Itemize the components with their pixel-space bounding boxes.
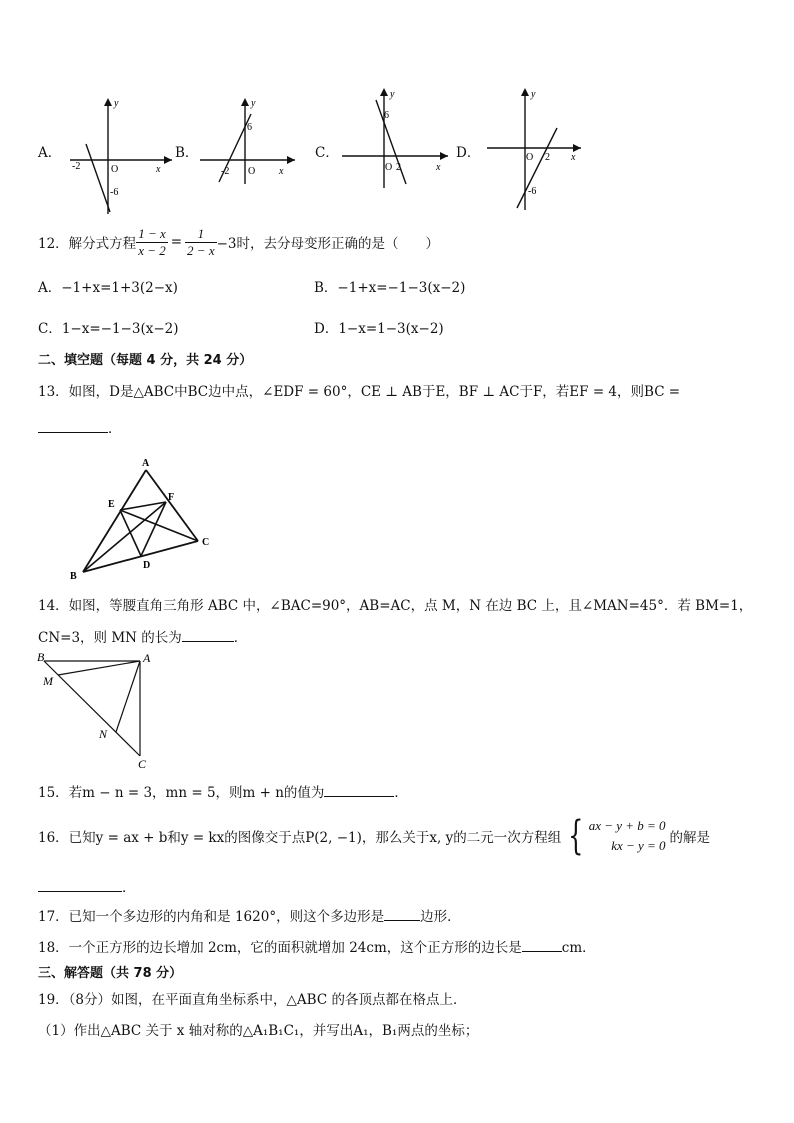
graph-option-d bbox=[485, 84, 585, 212]
fraction-2 bbox=[185, 226, 217, 259]
tick-label: -2 bbox=[72, 161, 81, 172]
question-13-answer-line bbox=[38, 417, 122, 437]
q17-text: 17．已知一个多边形的内角和是 1620°，则这个多边形是 bbox=[38, 909, 385, 925]
q12-suffix: −3时，去分母变形正确的是（ ） bbox=[216, 236, 439, 252]
answer-blank bbox=[38, 420, 108, 433]
origin-label: O bbox=[248, 166, 256, 177]
y-axis-label: y bbox=[531, 89, 536, 100]
left-brace: { bbox=[568, 813, 584, 859]
tick-label: -6 bbox=[528, 186, 537, 197]
equation-2: kx − y = 0 bbox=[611, 838, 666, 853]
fraction-2-denominator: 2 − x bbox=[187, 242, 215, 258]
tick-label: -6 bbox=[110, 187, 119, 198]
x-axis-label: x bbox=[279, 166, 284, 177]
vertex-label: B bbox=[70, 571, 77, 582]
question-16-answer-line bbox=[38, 876, 136, 896]
q15-text: 15．若m − n = 3，mn = 5，则m + n的值为 bbox=[38, 785, 325, 801]
equation-1: ax − y + b = 0 bbox=[588, 818, 666, 833]
graph-option-a bbox=[60, 92, 180, 217]
q14-end: ． bbox=[233, 630, 248, 646]
q13-figure bbox=[60, 452, 230, 584]
vertex-label: E bbox=[108, 499, 115, 510]
q17-end: 边形． bbox=[420, 909, 461, 925]
fraction-2-numerator: 1 bbox=[185, 226, 217, 243]
origin-label: O bbox=[111, 164, 119, 175]
vertex-label: A bbox=[143, 651, 151, 665]
x-axis-label: x bbox=[156, 164, 161, 175]
graph-option-c bbox=[340, 84, 455, 189]
q12-option-c: C．1−x=−1−3(x−2) bbox=[38, 321, 179, 337]
q12-option-d: D．1−x=1−3(x−2) bbox=[314, 321, 444, 337]
y-axis-label: y bbox=[114, 98, 119, 109]
option-b-label: B． bbox=[175, 145, 199, 161]
q15-end: ． bbox=[394, 785, 408, 801]
vertex-label: N bbox=[99, 727, 108, 741]
origin-label: O bbox=[385, 162, 393, 173]
question-15 bbox=[38, 781, 408, 801]
tick-label: 6 bbox=[247, 122, 252, 133]
y-axis-label: y bbox=[251, 98, 256, 109]
q12-prefix: 12．解分式方程 bbox=[38, 236, 137, 252]
answer-blank bbox=[38, 879, 122, 892]
x-axis-label: x bbox=[436, 162, 441, 173]
q18-text: 18．一个正方形的边长增加 2cm，它的面积就增加 24cm，这个正方形的边长是 bbox=[38, 940, 522, 956]
graph-option-b bbox=[195, 92, 300, 187]
vertex-label: B bbox=[37, 650, 45, 664]
answer-blank bbox=[324, 784, 394, 797]
vertex-label: F bbox=[168, 492, 175, 503]
vertex-label: C bbox=[202, 537, 210, 548]
answer-blank bbox=[182, 629, 234, 642]
equation-system bbox=[563, 813, 666, 859]
q16-end: ． bbox=[122, 880, 136, 896]
tick-label: -2 bbox=[221, 166, 230, 177]
q14-figure bbox=[34, 648, 164, 773]
vertex-label: M bbox=[43, 674, 53, 688]
option-c-label: C． bbox=[315, 145, 339, 161]
section-3-heading: 三、解答题（共 78 分） bbox=[38, 966, 183, 981]
vertex-label: A bbox=[142, 458, 150, 469]
tick-label: 2 bbox=[545, 152, 550, 163]
question-16 bbox=[38, 814, 710, 858]
fraction-1 bbox=[136, 226, 168, 259]
question-14-line1: 14．如图，等腰直角三角形 ABC 中，∠BAC=90°，AB=AC，点 M，N 在边 BC 上，且∠MAN=45°．若 BM=1， bbox=[38, 598, 753, 614]
question-18 bbox=[38, 936, 596, 956]
equals-sign: = bbox=[170, 234, 183, 250]
q14-line2-text: CN=3，则 MN 的长为 bbox=[38, 630, 182, 646]
q12-option-a: A．−1+x=1+3(2−x) bbox=[38, 280, 178, 296]
question-19-text: 19．（8分）如图，在平面直角坐标系中，△ABC 的各顶点都在格点上． bbox=[38, 992, 467, 1008]
vertex-label: C bbox=[138, 757, 147, 771]
equation-lines bbox=[589, 816, 666, 856]
vertex-label: D bbox=[143, 560, 151, 571]
answer-blank bbox=[384, 908, 420, 921]
q16-text: 16．已知y = ax + b和y = kx的图像交于点P(2, −1)，那么关于x, y的二元一次方程组 bbox=[38, 830, 562, 846]
tick-label: 2 bbox=[396, 162, 401, 173]
section-2-heading: 二、填空题（每题 4 分，共 24 分） bbox=[38, 353, 253, 368]
x-axis-label: x bbox=[571, 152, 576, 163]
origin-label: O bbox=[526, 152, 534, 163]
q12-option-b: B．−1+x=−1−3(x−2) bbox=[314, 280, 466, 296]
fraction-1-denominator: x − 2 bbox=[138, 242, 166, 258]
q16-tail: 的解是 bbox=[669, 830, 711, 846]
question-19-sub1: （1）作出△ABC 关于 x 轴对称的△A₁B₁C₁，并写出A₁，B₁两点的坐标； bbox=[38, 1023, 479, 1039]
fraction-1-numerator: 1 − x bbox=[138, 225, 166, 241]
tick-label: 6 bbox=[384, 110, 389, 121]
option-d-label: D． bbox=[456, 145, 481, 161]
q18-end: cm． bbox=[561, 940, 596, 956]
question-12 bbox=[38, 222, 439, 262]
answer-blank bbox=[522, 939, 562, 952]
question-17 bbox=[38, 905, 461, 925]
question-14-line2 bbox=[38, 626, 247, 646]
q13-end: ． bbox=[108, 421, 122, 437]
question-13-text: 13．如图，D是△ABC中BC边中点，∠EDF = 60°，CE ⊥ AB于E，BF ⊥ AC于F，若EF = 4，则BC = bbox=[38, 384, 681, 400]
option-a-label: A． bbox=[38, 145, 62, 161]
y-axis-label: y bbox=[390, 89, 395, 100]
